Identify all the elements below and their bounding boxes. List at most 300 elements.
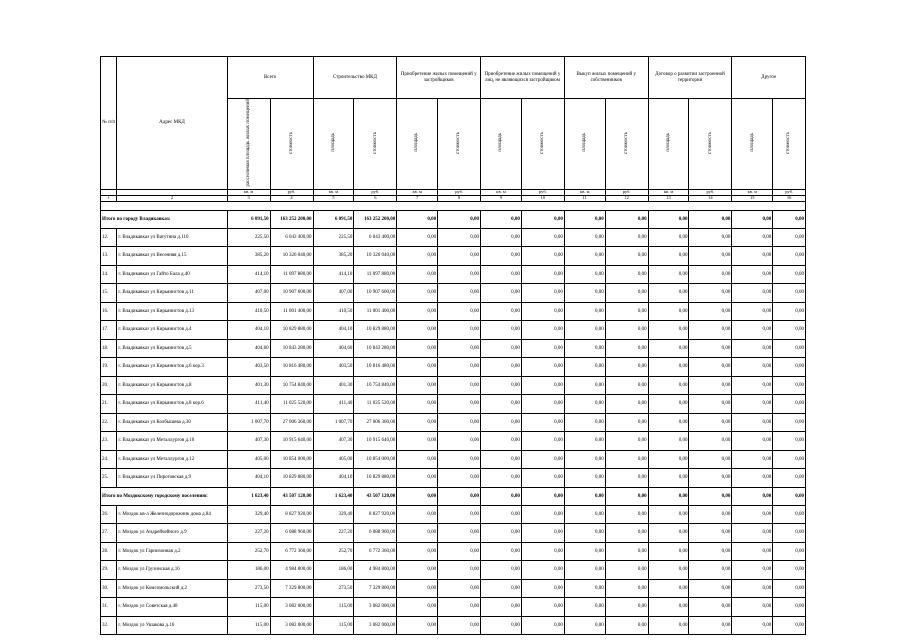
value-cell: 0,00: [732, 339, 773, 358]
value-cell: 10 754 840,00: [270, 376, 313, 395]
value-cell: 0,00: [605, 265, 648, 284]
value-cell: 0,00: [773, 524, 806, 543]
value-cell: 0,00: [773, 228, 806, 247]
address-cell: г. Моздок ул Гарнизонная д.2: [117, 542, 227, 561]
value-cell: 0,00: [732, 450, 773, 469]
value-cell: 0,00: [438, 284, 481, 303]
table-row: [101, 542, 806, 561]
table-row: [101, 228, 806, 247]
value-cell: 0,00: [773, 376, 806, 395]
value-cell: 0,00: [689, 616, 732, 635]
value-cell: 0,00: [605, 432, 648, 451]
value-cell: 0,00: [648, 284, 689, 303]
row-number: 22.: [101, 413, 117, 432]
value-cell: 0,00: [564, 210, 605, 228]
value-cell: 405,00: [227, 450, 270, 469]
value-cell: 0,00: [564, 247, 605, 266]
address-cell: г. Владикавказ ул Кирьянистов д.13: [117, 302, 227, 321]
value-cell: 0,00: [605, 284, 648, 303]
table-row: [101, 265, 806, 284]
value-cell: 0,00: [648, 432, 689, 451]
value-cell: 0,00: [648, 487, 689, 505]
value-cell: 0,00: [564, 376, 605, 395]
value-cell: 0,00: [521, 450, 564, 469]
value-cell: 0,00: [732, 432, 773, 451]
value-cell: 329,40: [227, 505, 270, 524]
value-cell: 0,00: [773, 598, 806, 617]
row-number: 26.: [101, 505, 117, 524]
colnum-cell: 4: [270, 195, 313, 201]
col-subheader: [689, 99, 732, 190]
value-cell: 0,00: [521, 413, 564, 432]
value-cell: 6 043 400,00: [270, 228, 313, 247]
value-cell: 0,00: [481, 376, 522, 395]
value-cell: 407,00: [313, 284, 354, 303]
value-cell: 0,00: [773, 284, 806, 303]
group-header: Строительство МКД: [313, 57, 397, 99]
group-header: Выкуп жилых помещений у собственников: [564, 57, 648, 99]
value-cell: 273,50: [313, 579, 354, 598]
value-cell: 0,00: [397, 542, 438, 561]
value-cell: 0,00: [564, 561, 605, 580]
value-cell: 3 082 000,00: [354, 616, 397, 635]
row-number: 14.: [101, 265, 117, 284]
value-cell: 0,00: [397, 284, 438, 303]
value-cell: 0,00: [773, 265, 806, 284]
value-cell: 0,00: [564, 358, 605, 377]
value-cell: 0,00: [481, 247, 522, 266]
value-cell: 0,00: [438, 524, 481, 543]
colnum-cell: 13: [648, 195, 689, 201]
value-cell: 0,00: [773, 542, 806, 561]
value-cell: 6 091,50: [313, 210, 354, 228]
colnum-cell: 8: [438, 195, 481, 201]
group-header: Другое: [732, 57, 806, 99]
row-number: 25.: [101, 469, 117, 488]
value-cell: 385,20: [313, 247, 354, 266]
value-cell: 404,10: [313, 321, 354, 340]
row-number: 31.: [101, 598, 117, 617]
value-cell: 10 843 280,00: [354, 339, 397, 358]
address-cell: г. Владикавказ ул Кирьянистов д.6 кор.3: [117, 358, 227, 377]
col-subheader-label: площадь: [582, 133, 587, 153]
group-header: Всего: [227, 57, 313, 99]
value-cell: 0,00: [605, 450, 648, 469]
row-number: 30.: [101, 579, 117, 598]
col-subheader: [354, 99, 397, 190]
value-cell: 0,00: [605, 228, 648, 247]
row-number: 28.: [101, 542, 117, 561]
col-subheader-label: расселяемая площадь жилых помещений: [245, 99, 251, 187]
unit-cell: кв. м: [732, 189, 773, 195]
colnum-cell: 9: [481, 195, 522, 201]
value-cell: 0,00: [481, 450, 522, 469]
row-number: 12.: [101, 228, 117, 247]
col-subheader: [481, 99, 522, 190]
value-cell: 0,00: [438, 376, 481, 395]
value-cell: 0,00: [605, 247, 648, 266]
value-cell: 0,00: [689, 358, 732, 377]
value-cell: 0,00: [648, 228, 689, 247]
value-cell: 0,00: [689, 376, 732, 395]
value-cell: 0,00: [481, 561, 522, 580]
value-cell: 0,00: [605, 376, 648, 395]
value-cell: 0,00: [521, 598, 564, 617]
value-cell: 385,20: [227, 247, 270, 266]
value-cell: 0,00: [521, 358, 564, 377]
colnum-cell: 16: [773, 195, 806, 201]
value-cell: 7 329 800,00: [270, 579, 313, 598]
value-cell: 0,00: [564, 469, 605, 488]
value-cell: 0,00: [438, 210, 481, 228]
colnum-cell: 12: [605, 195, 648, 201]
value-cell: 11 001 400,00: [354, 302, 397, 321]
table-row: [101, 561, 806, 580]
value-cell: 186,00: [227, 561, 270, 580]
value-cell: 0,00: [397, 376, 438, 395]
value-cell: 0,00: [564, 302, 605, 321]
value-cell: 407,30: [227, 432, 270, 451]
value-cell: 27 006 360,00: [270, 413, 313, 432]
colnum-cell: 15: [732, 195, 773, 201]
address-cell: г. Владикавказ ул Кирьянистов д.11: [117, 284, 227, 303]
value-cell: 403,50: [227, 358, 270, 377]
value-cell: 0,00: [521, 561, 564, 580]
value-cell: 0,00: [773, 321, 806, 340]
value-cell: 0,00: [732, 524, 773, 543]
value-cell: 11 025 520,00: [270, 395, 313, 414]
colnum-cell: 11: [564, 195, 605, 201]
value-cell: 1 007,70: [227, 413, 270, 432]
value-cell: 0,00: [481, 302, 522, 321]
address-cell: г. Владикавказ ул Ватутина д.110: [117, 228, 227, 247]
col-subheader: [648, 99, 689, 190]
value-cell: 10 907 600,00: [354, 284, 397, 303]
value-cell: 0,00: [397, 598, 438, 617]
value-cell: 273,50: [227, 579, 270, 598]
value-cell: 0,00: [564, 505, 605, 524]
value-cell: 0,00: [689, 395, 732, 414]
value-cell: 0,00: [689, 284, 732, 303]
value-cell: 0,00: [773, 358, 806, 377]
value-cell: 410,50: [227, 302, 270, 321]
value-cell: 0,00: [438, 228, 481, 247]
table-row: [101, 302, 806, 321]
unit-cell: кв. м: [313, 189, 354, 195]
value-cell: 0,00: [564, 339, 605, 358]
col-subheader: [227, 99, 270, 190]
address-cell: г. Моздок ул Советская д.48: [117, 598, 227, 617]
value-cell: 0,00: [648, 598, 689, 617]
value-cell: 411,40: [313, 395, 354, 414]
value-cell: 0,00: [481, 321, 522, 340]
address-cell: г. Владикавказ ул Металлургов д.10: [117, 432, 227, 451]
table-row: [101, 432, 806, 451]
value-cell: 0,00: [732, 616, 773, 635]
row-number: 27.: [101, 524, 117, 543]
value-cell: 0,00: [438, 395, 481, 414]
value-cell: 0,00: [521, 579, 564, 598]
value-cell: 0,00: [605, 302, 648, 321]
value-cell: 0,00: [732, 579, 773, 598]
table-row: [101, 579, 806, 598]
value-cell: 0,00: [732, 561, 773, 580]
value-cell: 0,00: [605, 542, 648, 561]
value-cell: 10 326 040,00: [270, 247, 313, 266]
table-row: [101, 358, 806, 377]
value-cell: 11 025 520,00: [354, 395, 397, 414]
col-subheader: [521, 99, 564, 190]
value-cell: 0,00: [397, 210, 438, 228]
row-number: 20.: [101, 376, 117, 395]
row-number: 13.: [101, 247, 117, 266]
unit-cell: кв. м: [397, 189, 438, 195]
value-cell: 0,00: [564, 432, 605, 451]
value-cell: 0,00: [732, 487, 773, 505]
value-cell: 0,00: [648, 450, 689, 469]
value-cell: 227,20: [227, 524, 270, 543]
value-cell: 0,00: [521, 505, 564, 524]
value-cell: 0,00: [481, 469, 522, 488]
value-cell: 0,00: [438, 302, 481, 321]
value-cell: 0,00: [564, 450, 605, 469]
value-cell: 0,00: [605, 487, 648, 505]
address-cell: г. Моздок ул Андрейчейного д.9: [117, 524, 227, 543]
value-cell: 0,00: [732, 210, 773, 228]
row-number: 24.: [101, 450, 117, 469]
value-cell: 0,00: [521, 395, 564, 414]
value-cell: 10 829 880,00: [270, 321, 313, 340]
table-row: [101, 284, 806, 303]
value-cell: 0,00: [648, 616, 689, 635]
report-sheet: [100, 56, 806, 635]
value-cell: 0,00: [773, 561, 806, 580]
value-cell: 0,00: [605, 616, 648, 635]
value-cell: 43 507 120,00: [270, 487, 313, 505]
value-cell: 0,00: [773, 395, 806, 414]
table-row: [101, 376, 806, 395]
total-label: Итого по городу Владикавказ:: [101, 210, 228, 228]
value-cell: 0,00: [521, 302, 564, 321]
value-cell: 0,00: [605, 505, 648, 524]
value-cell: 404,10: [227, 469, 270, 488]
address-cell: г. Владикавказ ул Кирьянистов д.8: [117, 376, 227, 395]
group-header: Приобретение жилых помещений у лиц, не являющихся застройщиком: [481, 57, 565, 99]
address-cell: г. Владикавказ ул Весенняя д.15: [117, 247, 227, 266]
value-cell: 0,00: [648, 265, 689, 284]
unit-cell: руб.: [270, 189, 313, 195]
unit-cell: кв. м: [227, 189, 270, 195]
value-cell: 0,00: [438, 469, 481, 488]
value-cell: 0,00: [397, 413, 438, 432]
value-cell: 0,00: [564, 542, 605, 561]
value-cell: 0,00: [689, 247, 732, 266]
colnum-cell: 1: [101, 195, 117, 201]
value-cell: 0,00: [564, 487, 605, 505]
value-cell: 10 816 480,00: [354, 358, 397, 377]
value-cell: 0,00: [732, 321, 773, 340]
value-cell: 0,00: [648, 579, 689, 598]
value-cell: 0,00: [438, 413, 481, 432]
value-cell: 0,00: [689, 598, 732, 617]
value-cell: 0,00: [438, 265, 481, 284]
table-row: [101, 339, 806, 358]
value-cell: 3 082 000,00: [270, 598, 313, 617]
colnum-cell: 14: [689, 195, 732, 201]
value-cell: 0,00: [732, 265, 773, 284]
value-cell: 0,00: [438, 247, 481, 266]
value-cell: 0,00: [397, 247, 438, 266]
value-cell: 0,00: [397, 579, 438, 598]
value-cell: 0,00: [605, 210, 648, 228]
value-cell: 1 007,70: [313, 413, 354, 432]
col-subheader: [732, 99, 773, 190]
value-cell: 227,20: [313, 524, 354, 543]
col-subheader-label: стоимость: [540, 131, 546, 154]
value-cell: 0,00: [481, 395, 522, 414]
group-header: Договор о развитии застроенной территории: [648, 57, 732, 99]
unit-cell: кв. м: [481, 189, 522, 195]
colnum-cell: 6: [354, 195, 397, 201]
value-cell: 0,00: [481, 432, 522, 451]
address-cell: г. Владикавказ ул Кирьянистов д.5: [117, 339, 227, 358]
value-cell: 6 088 960,00: [270, 524, 313, 543]
value-cell: 0,00: [438, 450, 481, 469]
value-cell: 0,00: [689, 302, 732, 321]
value-cell: 0,00: [648, 247, 689, 266]
value-cell: 0,00: [605, 524, 648, 543]
value-cell: 414,10: [313, 265, 354, 284]
value-cell: 0,00: [438, 579, 481, 598]
value-cell: 0,00: [564, 598, 605, 617]
total-row: [101, 487, 806, 505]
value-cell: 404,10: [313, 469, 354, 488]
value-cell: 0,00: [689, 542, 732, 561]
value-cell: 0,00: [521, 228, 564, 247]
value-cell: 0,00: [397, 432, 438, 451]
table-row: [101, 598, 806, 617]
col-subheader: [564, 99, 605, 190]
col-subheader: [397, 99, 438, 190]
table-row: [101, 616, 806, 635]
address-cell: г. Владикавказ ул Кирьянистов д.8 кор.6: [117, 395, 227, 414]
value-cell: 0,00: [689, 524, 732, 543]
unit-cell: руб.: [521, 189, 564, 195]
value-cell: 329,40: [313, 505, 354, 524]
value-cell: 405,00: [313, 450, 354, 469]
value-cell: 0,00: [773, 579, 806, 598]
value-cell: 0,00: [481, 284, 522, 303]
value-cell: 0,00: [689, 210, 732, 228]
value-cell: 0,00: [564, 228, 605, 247]
col-subheader: [605, 99, 648, 190]
value-cell: 0,00: [481, 265, 522, 284]
value-cell: 0,00: [521, 247, 564, 266]
address-cell: г. Моздок кв-л Железнодорожник дома д.84: [117, 505, 227, 524]
value-cell: 0,00: [438, 321, 481, 340]
value-cell: 0,00: [732, 469, 773, 488]
value-cell: 115,00: [313, 598, 354, 617]
colnum-cell: 3: [227, 195, 270, 201]
table-row: [101, 321, 806, 340]
address-cell: г. Владикавказ ул Колбышева д.30: [117, 413, 227, 432]
value-cell: 0,00: [605, 561, 648, 580]
value-cell: 43 507 120,00: [354, 487, 397, 505]
value-cell: 1 623,40: [227, 487, 270, 505]
value-cell: 0,00: [438, 561, 481, 580]
value-cell: 252,70: [227, 542, 270, 561]
value-cell: 0,00: [773, 302, 806, 321]
value-cell: 0,00: [773, 469, 806, 488]
value-cell: 0,00: [648, 542, 689, 561]
col-subheader-label: площадь: [749, 133, 755, 153]
value-cell: 407,30: [313, 432, 354, 451]
value-cell: 0,00: [689, 265, 732, 284]
value-cell: 0,00: [689, 450, 732, 469]
col-subheader-label: площадь: [498, 133, 504, 153]
value-cell: 0,00: [689, 413, 732, 432]
value-cell: 0,00: [605, 598, 648, 617]
total-label: Итого по Моздокскому городскому поселению:: [101, 487, 228, 505]
value-cell: 0,00: [481, 210, 522, 228]
value-cell: 0,00: [689, 579, 732, 598]
value-cell: 0,00: [773, 210, 806, 228]
value-cell: 0,00: [732, 413, 773, 432]
value-cell: 10 829 880,00: [354, 321, 397, 340]
colnum-cell: 2: [117, 195, 227, 201]
value-cell: 411,40: [227, 395, 270, 414]
value-cell: 0,00: [648, 561, 689, 580]
value-cell: 10 816 480,00: [270, 358, 313, 377]
value-cell: 401,30: [227, 376, 270, 395]
value-cell: 115,00: [227, 616, 270, 635]
unit-cell: руб.: [605, 189, 648, 195]
value-cell: 0,00: [521, 265, 564, 284]
value-cell: 10 907 600,00: [270, 284, 313, 303]
value-cell: 0,00: [689, 228, 732, 247]
unit-cell: кв. м: [564, 189, 605, 195]
row-number: 16.: [101, 302, 117, 321]
value-cell: 0,00: [648, 376, 689, 395]
value-cell: 10 326 040,00: [354, 247, 397, 266]
value-cell: 0,00: [732, 598, 773, 617]
col-subheader: [270, 99, 313, 190]
value-cell: 0,00: [732, 395, 773, 414]
value-cell: 8 827 920,00: [270, 505, 313, 524]
value-cell: 252,70: [313, 542, 354, 561]
row-number: 21.: [101, 395, 117, 414]
address-cell: г. Владикавказ ул Металлургов д.12: [117, 450, 227, 469]
col-subheader-label: стоимость: [372, 131, 378, 154]
group-header: Приобретение жилых помещений у застройщиков: [397, 57, 481, 99]
value-cell: 0,00: [564, 321, 605, 340]
row-number: 32.: [101, 616, 117, 635]
value-cell: 0,00: [481, 228, 522, 247]
value-cell: 0,00: [397, 395, 438, 414]
value-cell: 0,00: [481, 616, 522, 635]
value-cell: 0,00: [438, 505, 481, 524]
value-cell: 0,00: [481, 579, 522, 598]
value-cell: 0,00: [689, 469, 732, 488]
col-subheader: [773, 99, 806, 190]
value-cell: 0,00: [521, 210, 564, 228]
value-cell: 0,00: [732, 376, 773, 395]
value-cell: 0,00: [397, 561, 438, 580]
address-cell: г. Владикавказ ул Пироговская д.9: [117, 469, 227, 488]
value-cell: 0,00: [397, 228, 438, 247]
value-cell: 0,00: [481, 358, 522, 377]
value-cell: 0,00: [732, 358, 773, 377]
